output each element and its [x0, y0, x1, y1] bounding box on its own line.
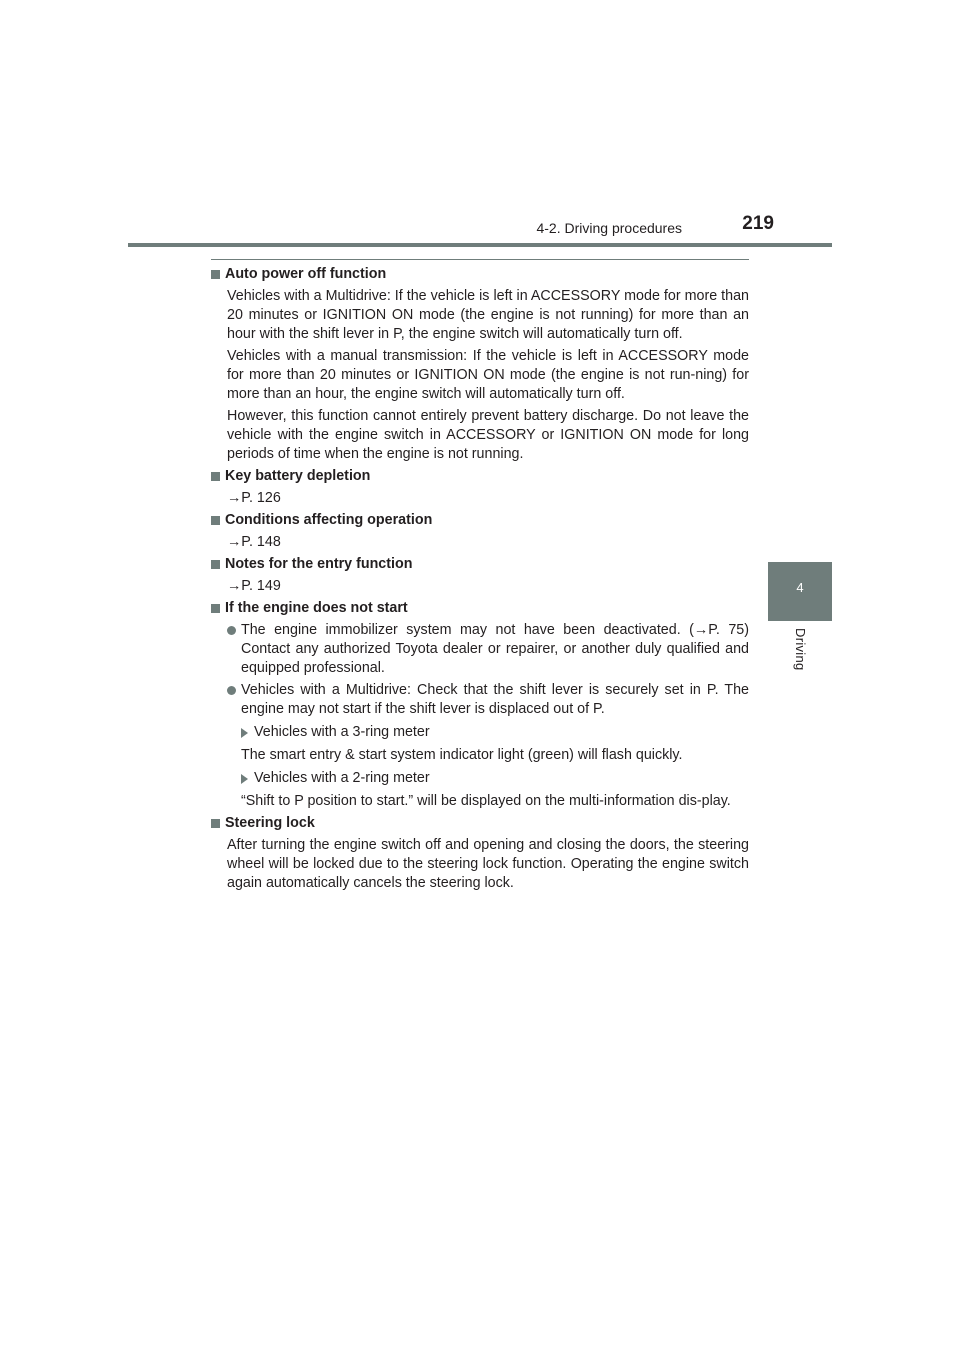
circle-bullet-icon: [227, 626, 236, 635]
section-auto-power-off: [211, 265, 749, 464]
heading-text: Key battery depletion: [225, 468, 371, 484]
list-item: [227, 681, 749, 719]
list-item-text: Vehicles with a Multidrive: Check that the shift lever is securely set in P. The engine may not start if the shift lever is displaced out of P.: [241, 682, 749, 717]
section-conditions: [211, 511, 749, 552]
chapter-number: 4: [796, 580, 804, 595]
paragraph: The smart entry & start system indicator light (green) will flash quickly.: [241, 747, 683, 763]
square-bullet-icon: [211, 270, 220, 279]
chapter-label: Driving: [793, 628, 808, 671]
page-reference-link[interactable]: →P. 148: [227, 534, 281, 550]
triangle-bullet-icon: [241, 728, 248, 738]
paragraph: Vehicles with a Multidrive: If the vehicle is left in ACCESSORY mode for more than 20 minutes or IGNITION ON mode (the engine is not running) for more than an hour with the shift lever in P, the engine switch will automatically turn off.: [227, 288, 749, 342]
heading-text: Notes for the entry function: [225, 556, 413, 572]
section-entry-notes: [211, 555, 749, 596]
sub-heading: [241, 769, 749, 788]
square-bullet-icon: [211, 604, 220, 613]
circle-bullet-icon: [227, 686, 236, 695]
triangle-bullet-icon: [241, 774, 248, 784]
list-item: [227, 621, 749, 678]
section-heading: [211, 265, 749, 284]
header-rule: [128, 243, 832, 247]
section-no-start: [211, 599, 749, 811]
chapter-tab: [768, 562, 832, 621]
page-reference-link[interactable]: →P. 126: [227, 490, 281, 506]
square-bullet-icon: [211, 560, 220, 569]
heading-text: Conditions affecting operation: [225, 512, 433, 528]
sub-heading-text: Vehicles with a 3-ring meter: [254, 724, 430, 740]
paragraph: After turning the engine switch off and opening and closing the doors, the steering wheel will be locked due to the steering lock function. Operating the engine switch again automatically cancels the steering lock.: [227, 837, 749, 891]
paragraph: However, this function cannot entirely prevent battery discharge. Do not leave the vehicle with the engine switch in ACCESSORY or IGNITION ON mode for long periods of time when the engine is not running.: [227, 408, 749, 462]
heading-text: If the engine does not start: [225, 600, 408, 616]
page-reference-link[interactable]: →P. 149: [227, 578, 281, 594]
square-bullet-icon: [211, 472, 220, 481]
heading-text: Auto power off function: [225, 266, 387, 282]
section-steering-lock: [211, 814, 749, 893]
section-label: 4-2. Driving procedures: [536, 220, 682, 236]
section-heading: [211, 599, 749, 618]
heading-text: Steering lock: [225, 815, 315, 831]
section-heading: [211, 555, 749, 574]
sub-heading: [241, 723, 749, 742]
section-heading: [211, 467, 749, 486]
page-content: [211, 265, 749, 896]
square-bullet-icon: [211, 819, 220, 828]
list-item-text: The engine immobilizer system may not have been deactivated. (→P. 75) Contact any authorized Toyota dealer or repairer, or another duly qualified and equipped professional.: [241, 622, 749, 676]
section-key-battery: [211, 467, 749, 508]
sub-heading-text: Vehicles with a 2-ring meter: [254, 770, 430, 786]
paragraph: Vehicles with a manual transmission: If the vehicle is left in ACCESSORY mode for more than 20 minutes or IGNITION ON mode (the engine is not run-ning) for more than an hour, the engine switch will automatically turn off.: [227, 348, 749, 402]
paragraph: “Shift to P position to start.” will be displayed on the multi-information dis-play.: [241, 793, 731, 809]
section-heading: [211, 814, 749, 833]
content-rule: [211, 259, 749, 260]
section-heading: [211, 511, 749, 530]
square-bullet-icon: [211, 516, 220, 525]
page-number: 219: [742, 213, 774, 234]
